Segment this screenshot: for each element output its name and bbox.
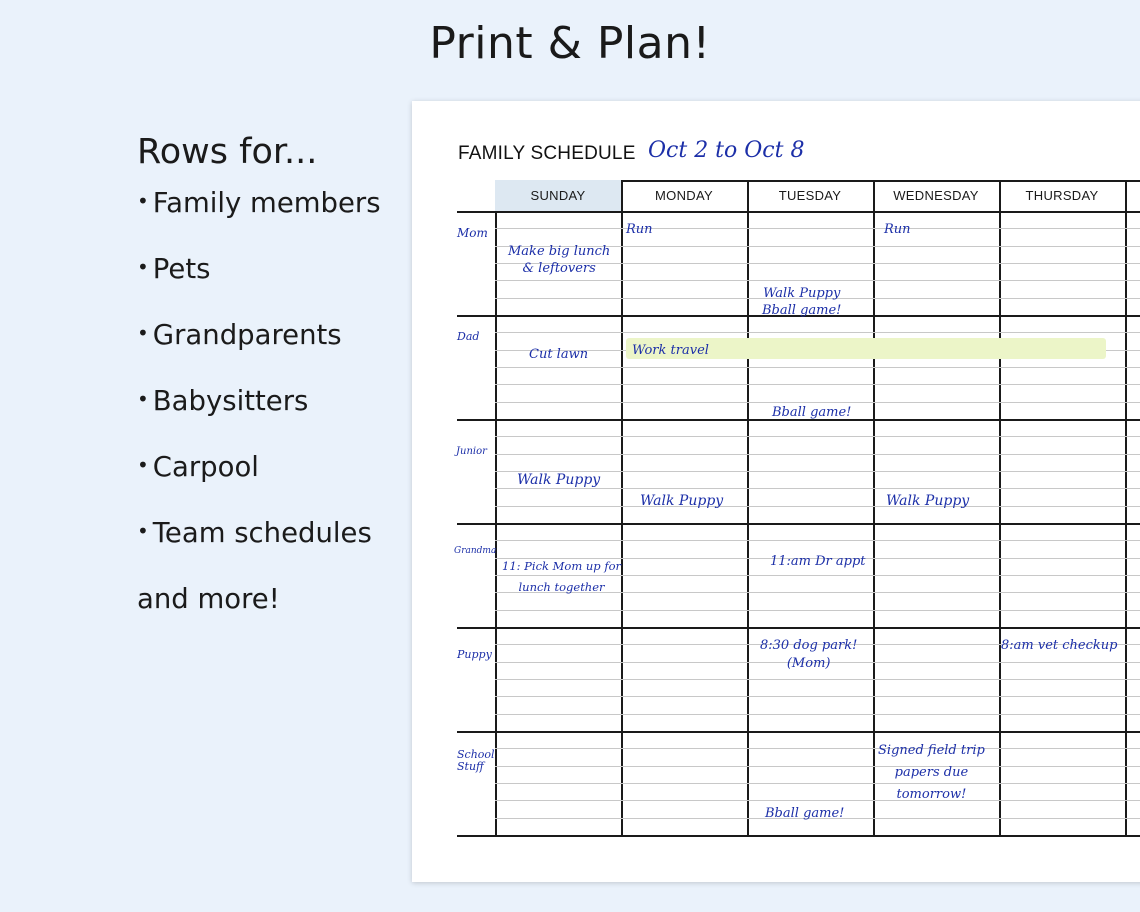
features-heading: Rows for...	[137, 132, 318, 172]
note-puppy-tuesday: 8:30 dog park! (Mom)	[760, 638, 858, 671]
grid-line	[495, 180, 497, 835]
ruled-line	[495, 714, 1140, 715]
note-junior-wednesday: Walk Puppy	[886, 493, 970, 509]
ruled-line	[495, 506, 1140, 507]
note-mom-tuesday: Walk Puppy Bball game!	[762, 286, 842, 318]
feature-label: Pets	[152, 253, 211, 285]
note-junior-monday: Walk Puppy	[640, 493, 724, 509]
ruled-line	[495, 280, 1140, 281]
note-dad-sunday: Cut lawn	[529, 347, 589, 362]
note-dad-work-travel: Work travel	[632, 343, 709, 358]
feature-item	[137, 452, 407, 518]
note-school-wednesday: Signed field trip papers due tomorrow!	[878, 743, 985, 802]
ruled-line	[495, 783, 1140, 784]
row-label-dad: Dad	[457, 330, 480, 343]
ruled-line	[495, 540, 1140, 541]
ruled-line	[495, 800, 1140, 801]
feature-label: Team schedules	[152, 517, 372, 549]
grid-line	[873, 180, 875, 835]
grid-line	[457, 627, 1140, 629]
bullet-icon: •	[137, 453, 149, 477]
day-header-tuesday: TUESDAY	[778, 188, 842, 203]
note-grandma-sunday: 11: Pick Mom up for lunch together	[502, 559, 622, 594]
ruled-line	[495, 748, 1140, 749]
grid-line	[621, 180, 623, 835]
grid-line	[457, 523, 1140, 525]
row-label-puppy: Puppy	[457, 648, 492, 661]
feature-label: Babysitters	[152, 385, 309, 417]
ruled-line	[495, 679, 1140, 680]
grid-line	[457, 211, 1140, 213]
note-puppy-thursday: 8:am vet checkup	[1001, 638, 1118, 653]
note-mom-sunday: Make big lunch & leftovers	[508, 244, 611, 276]
day-header-sunday: SUNDAY	[495, 180, 621, 211]
schedule-sheet	[412, 101, 1140, 882]
feature-item	[137, 518, 407, 584]
note-mom-wednesday: Run	[884, 222, 911, 237]
ruled-line	[495, 766, 1140, 767]
grid-line	[457, 835, 1140, 837]
ruled-line	[495, 696, 1140, 697]
feature-item	[137, 386, 407, 452]
bullet-icon: •	[137, 519, 149, 543]
bullet-icon: •	[137, 321, 149, 345]
page-title: Print & Plan!	[429, 18, 711, 69]
day-header-wednesday: WEDNESDAY	[893, 188, 979, 203]
note-school-tuesday: Bball game!	[765, 806, 845, 821]
feature-label: Carpool	[152, 451, 259, 483]
row-label-mom: Mom	[457, 226, 488, 240]
ruled-line	[495, 610, 1140, 611]
ruled-line	[495, 402, 1140, 403]
day-header-thursday: THURSDAY	[1025, 188, 1099, 203]
row-label-school-stuff: School Stuff	[457, 748, 495, 773]
ruled-line	[495, 332, 1140, 333]
feature-label: Family members	[152, 187, 381, 219]
note-junior-sunday: Walk Puppy	[517, 472, 601, 488]
grid-line	[1125, 180, 1127, 835]
bullet-icon: •	[137, 387, 149, 411]
grid-line	[457, 731, 1140, 733]
bullet-icon: •	[137, 189, 149, 213]
note-grandma-tuesday: 11:am Dr appt	[770, 554, 866, 569]
day-header-monday: MONDAY	[655, 188, 713, 203]
ruled-line	[495, 384, 1140, 385]
feature-label: Grandparents	[152, 319, 342, 351]
features-panel	[137, 132, 407, 614]
row-label-grandma: Grandma	[454, 546, 497, 556]
grid-line	[999, 180, 1001, 835]
feature-item	[137, 254, 407, 320]
features-footer: and more!	[137, 583, 280, 615]
feature-item	[137, 188, 407, 254]
schedule-heading: FAMILY SCHEDULE	[458, 143, 636, 164]
row-label-junior: Junior	[456, 446, 487, 457]
schedule-grid	[412, 101, 1140, 882]
feature-item	[137, 320, 407, 386]
ruled-line	[495, 454, 1140, 455]
ruled-line	[495, 367, 1140, 368]
note-dad-tuesday: Bball game!	[772, 405, 852, 420]
note-mom-monday: Run	[626, 222, 653, 237]
ruled-line	[495, 436, 1140, 437]
ruled-line	[495, 228, 1140, 229]
grid-line	[747, 180, 749, 835]
date-range: Oct 2 to Oct 8	[648, 138, 805, 163]
bullet-icon: •	[137, 255, 149, 279]
